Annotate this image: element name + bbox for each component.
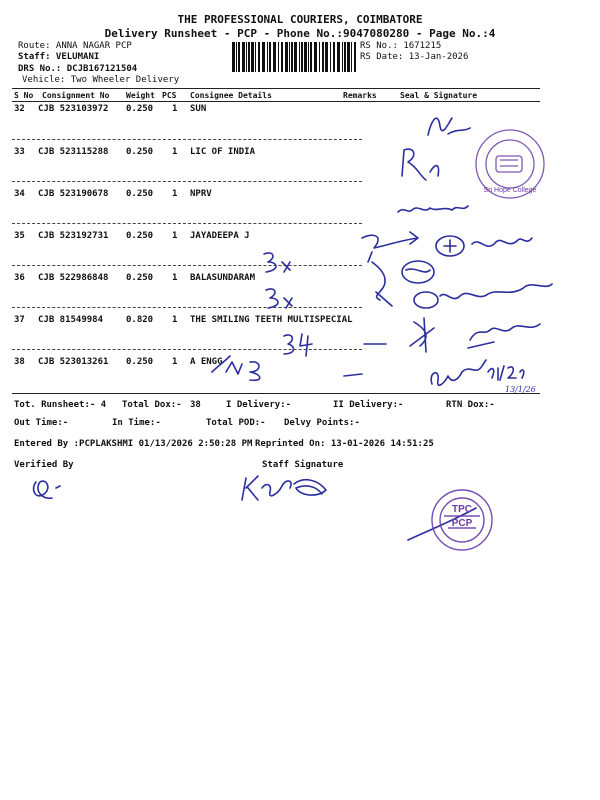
row-consignment-no: CJB 523192731 <box>38 231 109 241</box>
barcode-bar <box>299 42 300 72</box>
barcode-bar <box>281 42 283 72</box>
barcode <box>232 42 356 72</box>
row-pcs: 1 <box>172 104 178 114</box>
remark-row35-mark <box>264 253 290 272</box>
row-consignee: LIC OF INDIA <box>190 147 256 157</box>
verified-by-signature <box>34 481 60 498</box>
row-consignee: A ENGG <box>190 357 223 367</box>
delvy-points: Delvy Points:- <box>284 418 360 428</box>
row-sno: 35 <box>14 231 25 241</box>
row-consignment-no: CJB 523103972 <box>38 104 109 114</box>
barcode-bar <box>262 42 265 72</box>
entered-by: Entered By :PCPLAKSHMI 01/13/2026 2:50:28 PM <box>14 439 253 449</box>
stamp-round-1 <box>476 130 544 198</box>
row-separator <box>12 265 362 266</box>
signature-row35 <box>362 232 418 262</box>
row-weight: 0.250 <box>126 104 154 114</box>
barcode-bar <box>330 42 331 72</box>
barcode-bar <box>301 42 303 72</box>
row-consignee: SUN <box>190 104 207 114</box>
row-pcs: 1 <box>172 147 178 157</box>
header-top-rule <box>12 88 540 89</box>
total-dox-label: Total Dox:- <box>122 400 182 410</box>
vehicle-label: Vehicle: Two Wheeler Delivery <box>22 75 180 85</box>
out-time: Out Time:- <box>14 418 69 428</box>
barcode-bar <box>291 42 293 72</box>
barcode-bar <box>314 42 317 72</box>
row-sno: 33 <box>14 147 25 157</box>
verified-by: Verified By <box>14 460 74 470</box>
row-sno: 36 <box>14 273 25 283</box>
row-separator <box>12 139 362 140</box>
runsheet-title: Delivery Runsheet - PCP - Phone No.:9047080280 - Page No.:4 <box>104 27 496 40</box>
row-consignee: JAYADEEPA J <box>190 231 250 241</box>
row-separator <box>12 307 362 308</box>
row-pcs: 1 <box>172 315 178 325</box>
remark-row36-mark <box>266 289 292 308</box>
row-consignee: BALASUNDARAM <box>190 273 256 283</box>
company-title: THE PROFESSIONAL COURIERS, COIMBATORE <box>177 13 423 26</box>
barcode-bar <box>294 42 297 72</box>
row-pcs: 1 <box>172 189 178 199</box>
handwritten-date: 13/1/26 <box>505 385 536 394</box>
signature-row36-circle <box>402 261 434 283</box>
remark-row37-mark <box>284 334 312 356</box>
barcode-bar <box>322 42 324 72</box>
stamp1-text: Sri Hope College <box>483 187 537 194</box>
barcode-bar <box>342 42 343 72</box>
signature-row33 <box>402 149 439 180</box>
barcode-bar <box>232 42 235 72</box>
row-sno: 37 <box>14 315 25 325</box>
row-sno: 38 <box>14 357 25 367</box>
signature-row35-circle <box>436 236 464 256</box>
row-sno: 34 <box>14 189 25 199</box>
reprinted-on: Reprinted On: 13-01-2026 14:51:25 <box>255 439 434 449</box>
row-weight: 0.250 <box>126 231 154 241</box>
tot-runsheet: Tot. Runsheet:- 4 <box>14 400 107 410</box>
signature-row32 <box>428 118 470 135</box>
row-consignee: NPRV <box>190 189 212 199</box>
barcode-bar <box>278 42 279 72</box>
staff-signature-label: Staff Signature <box>262 460 344 470</box>
barcode-bar <box>319 42 320 72</box>
row-separator <box>12 181 362 182</box>
col-sno: S No <box>14 91 34 100</box>
barcode-bar <box>333 42 335 72</box>
total-pod: Total POD:- <box>206 418 266 428</box>
barcode-bar <box>289 42 290 72</box>
barcode-bar <box>337 42 340 72</box>
row-weight: 0.250 <box>126 357 154 367</box>
barcode-bar <box>273 42 276 72</box>
barcode-bar <box>236 42 237 72</box>
signature-row38-date <box>488 366 524 380</box>
row-pcs: 1 <box>172 357 178 367</box>
barcode-bar <box>354 42 356 72</box>
barcode-bar <box>351 42 352 72</box>
barcode-bar <box>304 42 307 72</box>
barcode-bar <box>308 42 309 72</box>
signature-row34 <box>398 206 468 212</box>
drs-number: DRS No.: DCJB167121504 <box>18 64 138 74</box>
barcode-bar <box>269 42 271 72</box>
barcode-bar <box>246 42 247 72</box>
row-pcs: 1 <box>172 273 178 283</box>
barcode-bar <box>255 42 256 72</box>
i-delivery: I Delivery:- <box>226 400 292 410</box>
route-label: Route: ANNA NAGAR PCP <box>18 41 132 51</box>
col-consignee: Consignee Details <box>190 91 272 100</box>
barcode-bar <box>251 42 254 72</box>
stamp2-top-text: TPC <box>452 504 472 515</box>
col-consignment: Consignment No <box>42 91 110 100</box>
row-consignment-no: CJB 523190678 <box>38 189 109 199</box>
row-sno: 32 <box>14 104 25 114</box>
barcode-bar <box>242 42 245 72</box>
col-remarks: Remarks <box>343 91 377 100</box>
staff-signature-mark <box>242 476 326 500</box>
barcode-bar <box>310 42 312 72</box>
barcode-bar <box>325 42 328 72</box>
staff-label: Staff: VELUMANI <box>18 52 100 62</box>
barcode-bar <box>238 42 240 72</box>
ii-delivery: II Delivery:- <box>333 400 404 410</box>
barcode-bar <box>347 42 350 72</box>
row-separator <box>12 223 362 224</box>
row-weight: 0.250 <box>126 147 154 157</box>
row-weight: 0.250 <box>126 273 154 283</box>
rs-date: RS Date: 13-Jan-2026 <box>360 52 469 62</box>
row-consignee: THE SMILING TEETH MULTISPECIAL <box>190 315 353 325</box>
total-dox-value: 38 <box>190 400 201 410</box>
row-weight: 0.820 <box>126 315 154 325</box>
barcode-bar <box>267 42 268 72</box>
stamp-round-2 <box>432 490 492 550</box>
col-pcs: PCS <box>162 91 177 100</box>
row-pcs: 1 <box>172 231 178 241</box>
row-weight: 0.250 <box>126 189 154 199</box>
col-weight: Weight <box>126 91 155 100</box>
row-consignment-no: CJB 81549984 <box>38 315 104 325</box>
barcode-bar <box>248 42 250 72</box>
in-time: In Time:- <box>112 418 161 428</box>
row-consignment-no: CJB 523115288 <box>38 147 109 157</box>
rtn-dox: RTN Dox:- <box>446 400 495 410</box>
row-consignment-no: CJB 522986848 <box>38 273 109 283</box>
signature-row37 <box>364 318 540 352</box>
rs-number: RS No.: 1671215 <box>360 41 442 51</box>
barcode-bar <box>344 42 346 72</box>
col-seal-signature: Seal & Signature <box>400 91 478 100</box>
barcode-bar <box>285 42 288 72</box>
row-consignment-no: CJB 523013261 <box>38 357 109 367</box>
signature-row38 <box>431 360 486 385</box>
header-bottom-rule <box>12 101 540 102</box>
row-separator <box>12 349 362 350</box>
stamp2-bottom-text: PCP <box>451 518 473 529</box>
table-bottom-rule <box>12 393 540 394</box>
barcode-bar <box>258 42 260 72</box>
